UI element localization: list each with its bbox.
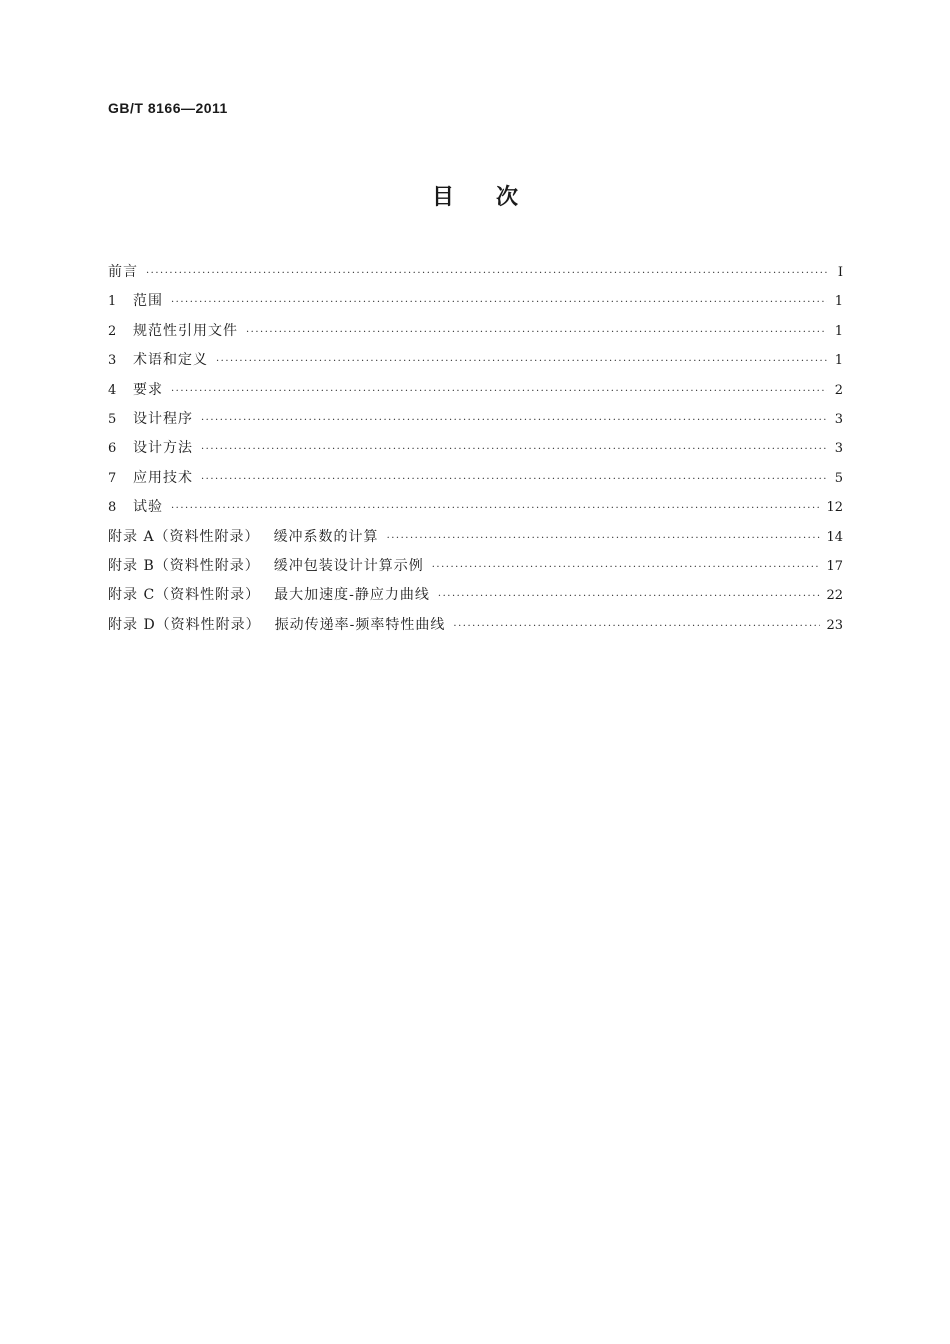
toc-page-number: 3 (834, 441, 843, 457)
toc-annex-label: 附录 A（资料性附录） (108, 528, 260, 545)
toc-entry-number: 8 (108, 500, 117, 516)
toc-page-number: Ⅰ (837, 265, 843, 280)
toc-entry-chapter[interactable] (108, 317, 843, 346)
document-code: GB/T 8166—2011 (108, 100, 228, 116)
toc-entry-annex[interactable] (108, 552, 843, 581)
toc-page-number: 14 (826, 529, 843, 545)
toc-page-number: 2 (834, 382, 843, 398)
toc-annex-title: 最大加速度-静应力曲线 (274, 587, 430, 604)
toc-entry-label: 试验 (133, 499, 163, 516)
toc-page-number: 22 (826, 588, 843, 604)
toc-entry-label: 范围 (133, 293, 163, 310)
toc-entry-chapter[interactable] (108, 464, 843, 493)
toc-entry-number: 7 (108, 470, 117, 486)
toc-entry-label: 术语和定义 (133, 352, 208, 369)
toc-annex-label: 附录 B（资料性附录） (108, 557, 260, 574)
toc-entry-annex[interactable] (108, 611, 843, 640)
toc-entry-annex[interactable] (108, 581, 843, 610)
toc-page-number: 17 (826, 558, 843, 574)
toc-entry-chapter[interactable] (108, 434, 843, 463)
toc-entry-number: 1 (108, 294, 117, 310)
toc-dot-leader (201, 435, 827, 464)
toc-entry-number: 2 (108, 323, 117, 339)
toc-annex-title: 缓冲系数的计算 (273, 528, 379, 545)
toc-entry-label: 要求 (133, 381, 163, 398)
toc-dot-leader (171, 377, 827, 406)
page-title: 目次 (431, 185, 560, 210)
toc-entry-chapter[interactable] (108, 493, 843, 522)
toc-page-number: 1 (834, 353, 843, 369)
toc-page-number: 12 (826, 500, 843, 516)
toc-entry-chapter[interactable] (108, 376, 843, 405)
toc-dot-leader (246, 318, 827, 347)
toc-annex-title: 振动传递率-频率特性曲线 (274, 616, 446, 633)
toc-dot-leader (171, 288, 827, 317)
toc-dot-leader (146, 259, 827, 288)
toc-dot-leader (171, 494, 820, 523)
toc-page-number: 1 (834, 323, 843, 339)
toc-entry-number: 6 (108, 441, 117, 457)
table-of-contents (108, 258, 843, 640)
toc-page-number: 1 (834, 294, 843, 310)
toc-dot-leader (387, 524, 821, 553)
toc-entry-number: 4 (108, 382, 117, 398)
toc-dot-leader (201, 406, 827, 435)
toc-dot-leader (438, 582, 821, 611)
toc-annex-label: 附录 C（资料性附录） (108, 587, 261, 604)
toc-dot-leader (216, 347, 827, 376)
toc-dot-leader (201, 465, 827, 494)
toc-entry-label: 规范性引用文件 (133, 322, 238, 339)
toc-entry-number: 5 (108, 411, 117, 427)
toc-entry-chapter[interactable] (108, 346, 843, 375)
toc-entry-label: 前言 (108, 264, 138, 280)
toc-entry-label: 设计方法 (133, 440, 193, 457)
toc-entry-preface[interactable] (108, 258, 843, 287)
toc-dot-leader (432, 553, 821, 582)
toc-dot-leader (453, 612, 820, 641)
toc-page-number: 5 (834, 470, 843, 486)
toc-entry-chapter[interactable] (108, 405, 843, 434)
toc-entry-label: 应用技术 (133, 469, 193, 486)
toc-annex-title: 缓冲包装设计计算示例 (273, 557, 424, 574)
toc-entry-label: 设计程序 (133, 410, 193, 427)
toc-annex-label: 附录 D（资料性附录） (108, 616, 261, 633)
toc-page-number: 23 (826, 617, 843, 633)
toc-entry-annex[interactable] (108, 523, 843, 552)
toc-entry-chapter[interactable] (108, 287, 843, 316)
toc-page-number: 3 (834, 411, 843, 427)
toc-entry-number: 3 (108, 353, 117, 369)
